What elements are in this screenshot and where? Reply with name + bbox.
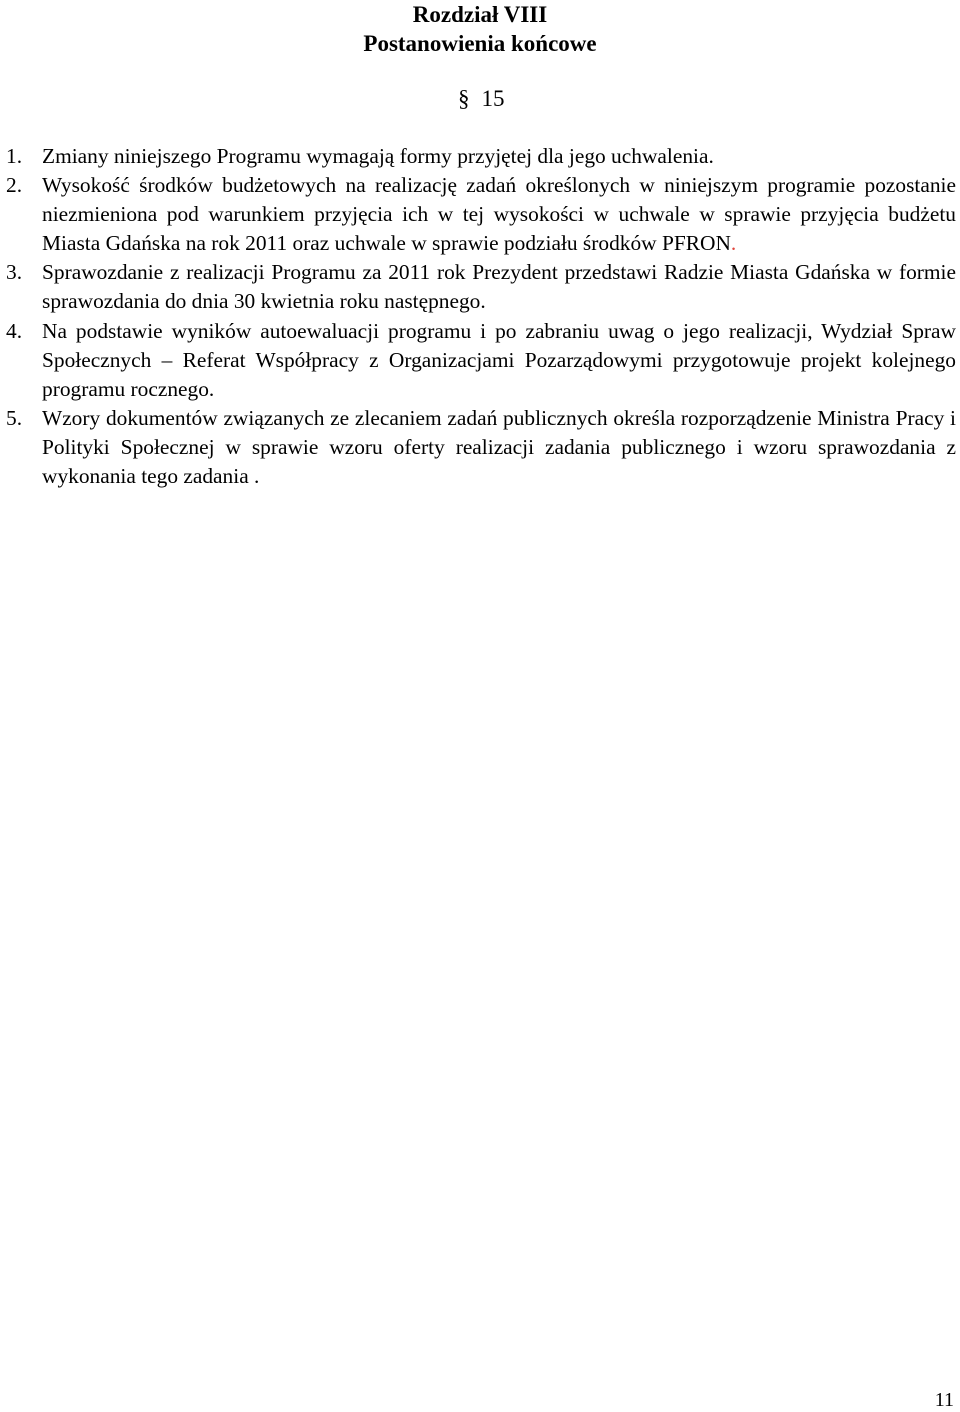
provision-number: 5. <box>6 405 23 430</box>
provision-body: Wysokość środków budżetowych na realizację zadań określonych w niniejszym programie pozostanie niezmieniona pod warunkiem przyjęcia ich w tej wysokości w uchwale w sprawie przyjęcia budżetu Miasta Gdańska na rok 2011 oraz uchwale w sprawie podziału środków PFRON <box>42 173 956 256</box>
section-symbol: § <box>458 86 470 111</box>
provision-text: Wzory dokumentów związanych ze zlecaniem zadań publicznych określa rozporządzenie Ministra Pracy i Polityki Społecznej w sprawie wzoru oferty realizacji zadania publicznego i wzoru sprawozdania z wykonania tego zadania . <box>42 405 956 489</box>
provision-text: Zmiany niniejszego Programu wymagają formy przyjętej dla jego uchwalenia. <box>42 144 714 168</box>
provision-text: Sprawozdanie z realizacji Programu za 2011 rok Prezydent przedstawi Radzie Miasta Gdańska w formie sprawozdania do dnia 30 kwietnia roku następnego. <box>42 260 956 314</box>
provision-number: 3. <box>6 260 23 285</box>
chapter-title: Postanowienia końcowe <box>363 31 597 56</box>
list-item <box>6 171 956 258</box>
chapter-number: Rozdział VIII <box>412 2 548 27</box>
paragraph-number: 15 <box>481 86 505 111</box>
provision-text: Na podstawie wyników autoewaluacji programu i po zabraniu uwag o jego realizacji, Wydział Spraw Społecznych – Referat Współpracy z Organizacjami Pozarządowymi przygotowuje projekt kolejnego programu rocznego. <box>42 318 956 401</box>
list-item <box>6 142 956 171</box>
list-item <box>6 317 956 404</box>
provision-text <box>42 171 956 258</box>
list-item <box>6 404 956 491</box>
provisions-list <box>6 142 956 491</box>
provision-trailing-dot: . <box>730 231 737 256</box>
paragraph-mark <box>458 84 505 114</box>
provision-number: 4. <box>6 318 23 343</box>
page-number: 11 <box>934 1389 954 1411</box>
list-item <box>6 258 956 316</box>
provision-number: 2. <box>6 173 23 198</box>
provision-number: 1. <box>6 144 23 168</box>
